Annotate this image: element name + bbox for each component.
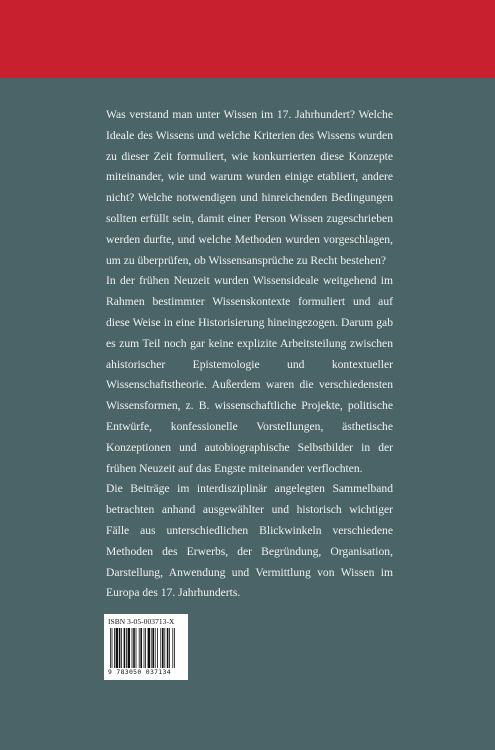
barcode-bar xyxy=(169,628,170,668)
barcode-bar xyxy=(132,628,133,668)
barcode-bar xyxy=(110,628,111,668)
back-cover-blurb xyxy=(106,105,393,604)
barcode-bar xyxy=(144,628,145,668)
barcode-bar xyxy=(133,628,135,668)
barcode-bar xyxy=(157,628,158,668)
barcode-bar xyxy=(121,628,122,668)
barcode-bar xyxy=(172,628,173,668)
blurb-paragraph-3: Die Beiträge im interdisziplinär angelegten Sammelband betrachten anhand ausgewählter und historisch wichtiger Fälle aus unterschiedlichen Blickwinkeln verschiedene Methoden des Erwerbs, der Begründung, Organisation, Darstellung, Anwendung und Vermittlung von Wissen im Europa des 17. Jahrhunderts. xyxy=(106,482,393,600)
barcode-bar xyxy=(152,628,154,668)
barcode-bar xyxy=(151,628,152,668)
barcode-bar xyxy=(126,628,127,668)
barcode-bar xyxy=(164,628,165,668)
barcode-bar xyxy=(114,628,115,668)
barcode-digits: 9 783050 037134 xyxy=(108,668,171,676)
barcode-bar xyxy=(112,628,113,668)
barcode-bar xyxy=(140,628,142,668)
barcode-bar xyxy=(145,628,146,668)
barcode-bar xyxy=(124,628,126,668)
barcode-bar xyxy=(148,628,150,668)
barcode-bar xyxy=(128,628,130,668)
barcode-bar xyxy=(119,628,121,668)
red-top-band xyxy=(0,0,495,78)
blurb-paragraph-2: In der frühen Neuzeit wurden Wissensideale weitgehend im Rahmen bestimmter Wissenskontexte formuliert und auf diese Weise in eine Historisierung hineingezogen. Darum gab es zum Teil noch gar keine explizite Arbeitsteilung zwischen ahistorischer Epistemologie und kontextueller Wissenschaftstheorie. Außerdem waren die verschiedensten Wissensformen, z. B. wissenschaftliche Projekte, politische Entwürfe, konfessionelle Vorstellungen, ästhetische Konzeptionen und autobiographische Selbstbilder in der frühen Neuzeit auf das Engste miteinander verflochten. xyxy=(106,274,393,475)
barcode-bar xyxy=(139,628,140,668)
barcode-bar xyxy=(136,628,137,668)
barcode-bar xyxy=(116,628,118,668)
barcode-bar xyxy=(162,628,164,668)
blurb-paragraph-1: Was verstand man unter Wissen im 17. Jahrhundert? Welche Ideale des Wissens und welche Kriterien des Wissens wurden zu dieser Zeit formuliert, wie konkurrierten diese Konzepte miteinander, wie und warum wurden einige etabliert, andere nicht? Welche notwendigen und hinreichenden Bedingungen sollten erfüllt sein, damit einer Person Wissen zugeschrieben werden durfte, und welche Methoden wurden vorgeschlagen, um zu überprüfen, ob Wissensansprüche zu Recht bestehen? xyxy=(106,108,393,267)
isbn-barcode xyxy=(104,614,188,680)
isbn-label: ISBN 3-05-003713-X xyxy=(108,617,175,626)
barcode-bar xyxy=(155,628,156,668)
barcode-bar xyxy=(167,628,169,668)
barcode-bar xyxy=(160,628,161,668)
barcode-bar xyxy=(174,628,175,668)
barcode-bars xyxy=(108,628,184,668)
